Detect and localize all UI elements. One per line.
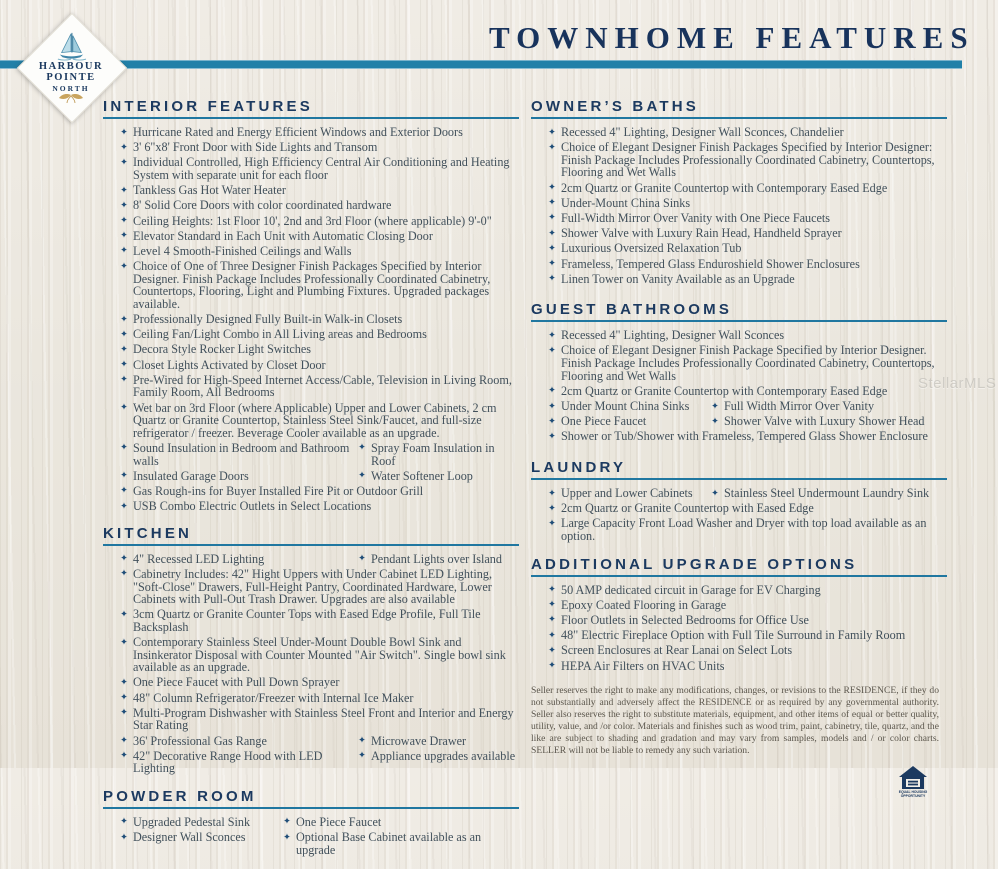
- feature-item: [548, 182, 947, 195]
- diamond-bullet-icon: ✦: [548, 614, 556, 626]
- feature-list: [531, 126, 947, 285]
- diamond-bullet-icon: ✦: [120, 184, 128, 196]
- feature-cell: [283, 831, 519, 856]
- feature-item: [120, 636, 519, 674]
- diamond-bullet-icon: ✦: [120, 676, 128, 688]
- feature-text: 2cm Quartz or Granite Countertop with Contemporary Eased Edge: [561, 383, 888, 398]
- feature-list: [103, 816, 519, 856]
- feature-item: [120, 260, 519, 310]
- feature-item: [548, 242, 947, 255]
- feature-text: Pendant Lights over Island: [371, 551, 502, 566]
- section-heading: POWDER ROOM: [103, 788, 519, 809]
- left-column: [103, 98, 519, 869]
- diamond-bullet-icon: ✦: [120, 328, 128, 340]
- diamond-bullet-icon: ✦: [120, 343, 128, 355]
- feature-cell: [358, 553, 519, 566]
- feature-list: [103, 553, 519, 775]
- feature-item: [548, 329, 947, 342]
- feature-item: [548, 344, 947, 382]
- feature-text: Upper and Lower Cabinets: [561, 486, 693, 500]
- section-interior-features: [103, 98, 519, 513]
- feature-cell: [120, 831, 283, 856]
- svg-text:EQUAL HOUSING: EQUAL HOUSING: [898, 790, 928, 795]
- section-heading: INTERIOR FEATURES: [103, 98, 519, 119]
- feature-cell: [358, 470, 519, 483]
- feature-item: [548, 197, 947, 210]
- diamond-bullet-icon: ✦: [548, 329, 556, 341]
- feature-item: [120, 313, 519, 326]
- feature-text: Tankless Gas Hot Water Heater: [133, 183, 286, 198]
- diamond-bullet-icon: ✦: [120, 470, 128, 482]
- right-column: [531, 98, 947, 803]
- feature-item: [548, 126, 947, 139]
- feature-text: Gas Rough-ins for Buyer Installed Fire Pit or Outdoor Grill: [133, 483, 424, 498]
- feature-text: Closet Lights Activated by Closet Door: [133, 357, 326, 372]
- feature-item: [120, 343, 519, 356]
- feature-item: [120, 374, 519, 399]
- feature-cell: [120, 553, 358, 566]
- logo-text-pointe: POINTE: [46, 72, 96, 83]
- diamond-bullet-icon: ✦: [120, 215, 128, 227]
- diamond-bullet-icon: ✦: [358, 553, 366, 565]
- feature-cell: [548, 400, 711, 413]
- diamond-bullet-icon: ✦: [548, 660, 556, 671]
- feature-item: [548, 614, 947, 627]
- diamond-bullet-icon: ✦: [120, 230, 128, 242]
- feature-text: One Piece Faucet: [561, 414, 647, 429]
- diamond-bullet-icon: ✦: [120, 359, 128, 371]
- diamond-bullet-icon: ✦: [283, 816, 291, 828]
- feature-text: Stainless Steel Undermount Laundry Sink: [724, 486, 930, 500]
- feature-item: [548, 212, 947, 225]
- feature-text: 48" Column Refrigerator/Freezer with Internal Ice Maker: [133, 690, 414, 705]
- feature-item: [120, 184, 519, 197]
- feature-text: Cabinetry Includes: 42" Hight Uppers with Under Cabinet LED Lighting, "Soft-Close" Drawers, Full-Height Pantry, Coordinated Hardware, Lower Cabinets with Pull-Out Trash Drawer. Upgrades are also available: [133, 566, 493, 607]
- feature-cell: [358, 735, 519, 748]
- diamond-bullet-icon: ✦: [548, 415, 556, 427]
- feature-cell: [358, 442, 519, 467]
- diamond-bullet-icon: ✦: [548, 227, 556, 239]
- feature-text: Floor Outlets in Selected Bedrooms for Office Use: [561, 612, 809, 627]
- logo-text-north: NORTH: [52, 83, 90, 93]
- feature-text: Sound Insulation in Bedroom and Bathroom walls: [133, 440, 350, 468]
- diamond-bullet-icon: ✦: [711, 400, 719, 412]
- feature-item: [120, 707, 519, 732]
- feature-item: [548, 415, 947, 428]
- feature-item: [548, 385, 947, 398]
- feature-text: Under-Mount China Sinks: [561, 195, 691, 210]
- feature-text: One Piece Faucet: [296, 814, 382, 829]
- diamond-bullet-icon: ✦: [548, 517, 556, 529]
- feature-text: Full Width Mirror Over Vanity: [724, 399, 875, 414]
- diamond-bullet-icon: ✦: [120, 608, 128, 620]
- feature-text: Recessed 4" Lighting, Designer Wall Sconces, Chandelier: [561, 125, 844, 139]
- feature-text: Ceiling Heights: 1st Floor 10', 2nd and 3rd Floor (where applicable) 9'-0": [133, 213, 492, 228]
- feature-text: Choice of Elegant Designer Finish Package Specified by Interior Designer. Finish Package Includes Professionally Coordinated Cabinetry, Countertops, Flooring and Wet Walls: [561, 343, 935, 383]
- diamond-bullet-icon: ✦: [548, 400, 556, 412]
- feature-item: [548, 258, 947, 271]
- logo-text-harbour: HARBOUR: [38, 60, 104, 72]
- feature-cell: [120, 816, 283, 829]
- feature-item: [120, 816, 519, 829]
- diamond-bullet-icon: ✦: [548, 141, 556, 153]
- feature-text: Level 4 Smooth-Finished Ceilings and Walls: [133, 243, 352, 258]
- section-additional-upgrade-options: [531, 556, 947, 673]
- diamond-bullet-icon: ✦: [548, 212, 556, 224]
- feature-item: [120, 126, 519, 139]
- diamond-bullet-icon: ✦: [548, 584, 556, 596]
- feature-text: Linen Tower on Vanity Available as an Upgrade: [561, 271, 795, 286]
- feature-text: Screen Enclosures at Rear Lanai on Select Lots: [561, 643, 793, 658]
- feature-text: Shower or Tub/Shower with Frameless, Tempered Glass Shower Enclosure: [561, 429, 928, 444]
- feature-text: USB Combo Electric Outlets in Select Locations: [133, 499, 372, 514]
- section-heading: ADDITIONAL UPGRADE OPTIONS: [531, 556, 947, 577]
- disclaimer-text: Seller reserves the right to make any modifications, changes, or revisions to the RESIDENCE, if they do not substantially and adversely affect the RESIDENCE or as required by any governmental authority. Seller also reserves the right to substitute materials, equipment, and other items of equal or better quality, utility, value, and /or color. Materials and finishes such as wood trim, paint, cabinetry, tile, quartz, and the like are subject to shading and gradation and may vary from samples, models and / or color charts. SELLER will not be liable to remedy any such variation.: [531, 685, 939, 756]
- diamond-bullet-icon: ✦: [120, 553, 128, 565]
- feature-item: [120, 485, 519, 498]
- feature-text: Contemporary Stainless Steel Under-Mount Double Bowl Sink and Insinkerator Disposal with Counter Mounted "Air Switch". Single bowl sink available as an upgrade.: [133, 635, 506, 675]
- section-powder-room: [103, 788, 519, 856]
- diamond-bullet-icon: ✦: [120, 831, 128, 843]
- watermark: StellarMLS: [918, 375, 997, 392]
- diamond-bullet-icon: ✦: [711, 487, 719, 499]
- diamond-bullet-icon: ✦: [358, 442, 366, 454]
- feature-item: [120, 608, 519, 633]
- feature-text: Wet bar on 3rd Floor (where Applicable) Upper and Lower Cabinets, 2 cm Quartz or Granite Countertop, Stainless Steel Sink/Faucet, and full-size refrigerator / freezer. Beverage Cooler available as an upgrade.: [133, 400, 497, 440]
- svg-text:OPPORTUNITY: OPPORTUNITY: [900, 794, 926, 799]
- feature-item: [120, 750, 519, 775]
- feature-text: One Piece Faucet with Pull Down Sprayer: [133, 675, 340, 690]
- feature-cell: [548, 487, 711, 500]
- feature-text: Shower Valve with Luxury Shower Head: [724, 414, 925, 429]
- diamond-bullet-icon: ✦: [548, 502, 556, 514]
- diamond-bullet-icon: ✦: [120, 692, 128, 704]
- feature-text: 2cm Quartz or Granite Countertop with Contemporary Eased Edge: [561, 180, 888, 195]
- section-heading: OWNER’S BATHS: [531, 98, 947, 119]
- feature-cell: [120, 735, 358, 748]
- feature-text: 3cm Quartz or Granite Counter Tops with Eased Edge Profile, Full Tile Backsplash: [133, 607, 481, 634]
- diamond-bullet-icon: ✦: [120, 156, 128, 168]
- feature-text: 48" Electric Fireplace Option with Full Tile Surround in Family Room: [561, 628, 906, 643]
- diamond-bullet-icon: ✦: [711, 415, 719, 427]
- feature-item: [120, 553, 519, 566]
- feature-text: 2cm Quartz or Granite Countertop with Eased Edge: [561, 501, 814, 516]
- diamond-bullet-icon: ✦: [548, 385, 556, 397]
- diamond-bullet-icon: ✦: [120, 260, 128, 272]
- diamond-bullet-icon: ✦: [120, 707, 128, 719]
- diamond-bullet-icon: ✦: [120, 750, 128, 762]
- page-title: TOWNHOME FEATURES: [489, 20, 975, 55]
- feature-text: Pre-Wired for High-Speed Internet Access/Cable, Television in Living Room, Family Room, All Bedrooms: [133, 372, 512, 400]
- diamond-bullet-icon: ✦: [120, 374, 128, 386]
- feature-text: Frameless, Tempered Glass Enduroshield Shower Enclosures: [561, 256, 860, 271]
- feature-text: Large Capacity Front Load Washer and Dryer with top load available as an option.: [561, 516, 927, 543]
- feature-item: [120, 442, 519, 467]
- feature-item: [120, 156, 519, 181]
- feature-text: Decora Style Rocker Light Switches: [133, 342, 312, 357]
- feature-text: Elevator Standard in Each Unit with Automatic Closing Door: [133, 228, 433, 243]
- feature-text: 42" Decorative Range Hood with LED Lighting: [133, 748, 323, 776]
- feature-cell: [711, 487, 947, 500]
- harbour-pointe-logo: [16, 12, 126, 122]
- feature-item: [548, 502, 947, 515]
- feature-text: Ceiling Fan/Light Combo in All Living areas and Bedrooms: [133, 327, 427, 342]
- feature-text: Choice of Elegant Designer Finish Packages Specified by Interior Designer: Finish Package Includes Professionally Coordinated Cabinetry, Countertops, Flooring and Wet Walls: [561, 140, 935, 180]
- diamond-bullet-icon: ✦: [120, 245, 128, 257]
- feature-cell: [283, 816, 519, 829]
- feature-item: [120, 199, 519, 212]
- feature-text: Hurricane Rated and Energy Efficient Windows and Exterior Doors: [133, 125, 463, 139]
- feature-text: Microwave Drawer: [371, 733, 467, 748]
- section-guest-bathrooms: [531, 301, 947, 443]
- header-rule: [0, 60, 962, 69]
- diamond-bullet-icon: ✦: [120, 816, 128, 828]
- diamond-bullet-icon: ✦: [548, 197, 556, 209]
- feature-cell: [548, 415, 711, 428]
- feature-text: 8' Solid Core Doors with color coordinated hardware: [133, 198, 392, 213]
- section-laundry: [531, 459, 947, 543]
- feature-text: Individual Controlled, High Efficiency Central Air Conditioning and Heating System with separate unit for each floor: [133, 155, 510, 182]
- diamond-bullet-icon: ✦: [120, 313, 128, 325]
- equal-housing-opportunity-icon: [893, 766, 933, 803]
- feature-item: [548, 660, 947, 673]
- feature-item: [120, 470, 519, 483]
- feature-item: [120, 676, 519, 689]
- feature-text: Insulated Garage Doors: [133, 468, 249, 483]
- feature-list: [531, 584, 947, 673]
- feature-text: Choice of One of Three Designer Finish Packages Specified by Interior Designer. Finish Package Includes Professionally Coordinated Cabinetry, Countertops, Flooring, Light and Plumbing Fixtures. Upgraded packages available.: [133, 259, 491, 311]
- diamond-bullet-icon: ✦: [120, 485, 128, 497]
- diamond-bullet-icon: ✦: [548, 126, 556, 138]
- diamond-bullet-icon: ✦: [358, 750, 366, 762]
- diamond-bullet-icon: ✦: [548, 487, 556, 499]
- feature-item: [120, 359, 519, 372]
- diamond-bullet-icon: ✦: [120, 126, 128, 138]
- diamond-bullet-icon: ✦: [358, 470, 366, 482]
- diamond-bullet-icon: ✦: [548, 242, 556, 254]
- diamond-bullet-icon: ✦: [548, 258, 556, 269]
- feature-item: [120, 230, 519, 243]
- feature-item: [548, 400, 947, 413]
- feature-item: [548, 141, 947, 179]
- sailboat-icon: [52, 31, 90, 61]
- feature-text: Full-Width Mirror Over Vanity with One Piece Faucets: [561, 210, 831, 225]
- diamond-bullet-icon: ✦: [120, 500, 128, 512]
- laurel-flourish-icon: [58, 93, 84, 104]
- feature-text: 3' 6"x8' Front Door with Side Lights and Transom: [133, 140, 378, 155]
- feature-list: [531, 329, 947, 443]
- diamond-bullet-icon: ✦: [120, 141, 128, 153]
- feature-text: Water Softener Loop: [371, 468, 473, 483]
- feature-item: [120, 245, 519, 258]
- feature-item: [548, 273, 947, 286]
- feature-item: [548, 599, 947, 612]
- section-owner-s-baths: [531, 98, 947, 285]
- feature-cell: [711, 415, 947, 428]
- feature-item: [548, 629, 947, 642]
- feature-text: Epoxy Coated Flooring in Garage: [561, 597, 727, 612]
- feature-item: [120, 141, 519, 154]
- feature-item: [120, 402, 519, 440]
- feature-item: [120, 568, 519, 606]
- diamond-bullet-icon: ✦: [548, 644, 556, 656]
- feature-item: [548, 644, 947, 657]
- feature-text: 50 AMP dedicated circuit in Garage for EV Charging: [561, 582, 821, 597]
- diamond-bullet-icon: ✦: [548, 182, 556, 194]
- diamond-bullet-icon: ✦: [548, 629, 556, 641]
- feature-text: Designer Wall Sconces: [133, 830, 246, 845]
- feature-item: [548, 430, 947, 443]
- diamond-bullet-icon: ✦: [548, 599, 556, 611]
- feature-text: Upgraded Pedestal Sink: [133, 814, 251, 829]
- feature-text: Multi-Program Dishwasher with Stainless Steel Front and Interior and Energy Star Rating: [133, 705, 514, 733]
- diamond-bullet-icon: ✦: [548, 344, 556, 356]
- feature-item: [548, 584, 947, 597]
- section-heading: LAUNDRY: [531, 459, 947, 480]
- feature-text: Recessed 4" Lighting, Designer Wall Sconces: [561, 328, 785, 343]
- diamond-bullet-icon: ✦: [548, 430, 556, 442]
- feature-list: [103, 126, 519, 513]
- feature-text: HEPA Air Filters on HVAC Units: [561, 658, 725, 673]
- diamond-bullet-icon: ✦: [120, 735, 128, 747]
- feature-cell: [358, 750, 519, 775]
- diamond-bullet-icon: ✦: [120, 402, 128, 414]
- feature-text: Professionally Designed Fully Built-in Walk-in Closets: [133, 312, 403, 327]
- feature-item: [120, 500, 519, 513]
- diamond-bullet-icon: ✦: [358, 735, 366, 747]
- feature-cell: [120, 750, 358, 775]
- feature-item: [120, 735, 519, 748]
- diamond-bullet-icon: ✦: [120, 568, 128, 580]
- feature-item: [548, 227, 947, 240]
- feature-text: Spray Foam Insulation in Roof: [371, 440, 495, 468]
- section-heading: KITCHEN: [103, 525, 519, 546]
- feature-list: [531, 487, 947, 543]
- section-kitchen: [103, 525, 519, 775]
- feature-text: Shower Valve with Luxury Rain Head, Handheld Sprayer: [561, 226, 842, 241]
- feature-item: [548, 487, 947, 500]
- feature-text: Luxurious Oversized Relaxation Tub: [561, 241, 742, 256]
- feature-text: Under Mount China Sinks: [561, 399, 690, 414]
- feature-item: [548, 517, 947, 542]
- feature-text: Appliance upgrades available: [371, 748, 516, 763]
- feature-item: [120, 215, 519, 228]
- feature-item: [120, 831, 519, 856]
- feature-cell: [120, 470, 358, 483]
- feature-text: Optional Base Cabinet available as an upgrade: [296, 830, 482, 857]
- feature-item: [120, 692, 519, 705]
- feature-cell: [711, 400, 947, 413]
- diamond-bullet-icon: ✦: [120, 442, 128, 454]
- feature-text: 36' Professional Gas Range: [133, 733, 267, 748]
- diamond-bullet-icon: ✦: [283, 831, 291, 843]
- feature-cell: [120, 442, 358, 467]
- diamond-bullet-icon: ✦: [548, 273, 556, 285]
- diamond-bullet-icon: ✦: [120, 199, 128, 211]
- feature-item: [120, 328, 519, 341]
- diamond-bullet-icon: ✦: [120, 636, 128, 648]
- feature-text: 4" Recessed LED Lighting: [133, 551, 265, 566]
- section-heading: GUEST BATHROOMS: [531, 301, 947, 322]
